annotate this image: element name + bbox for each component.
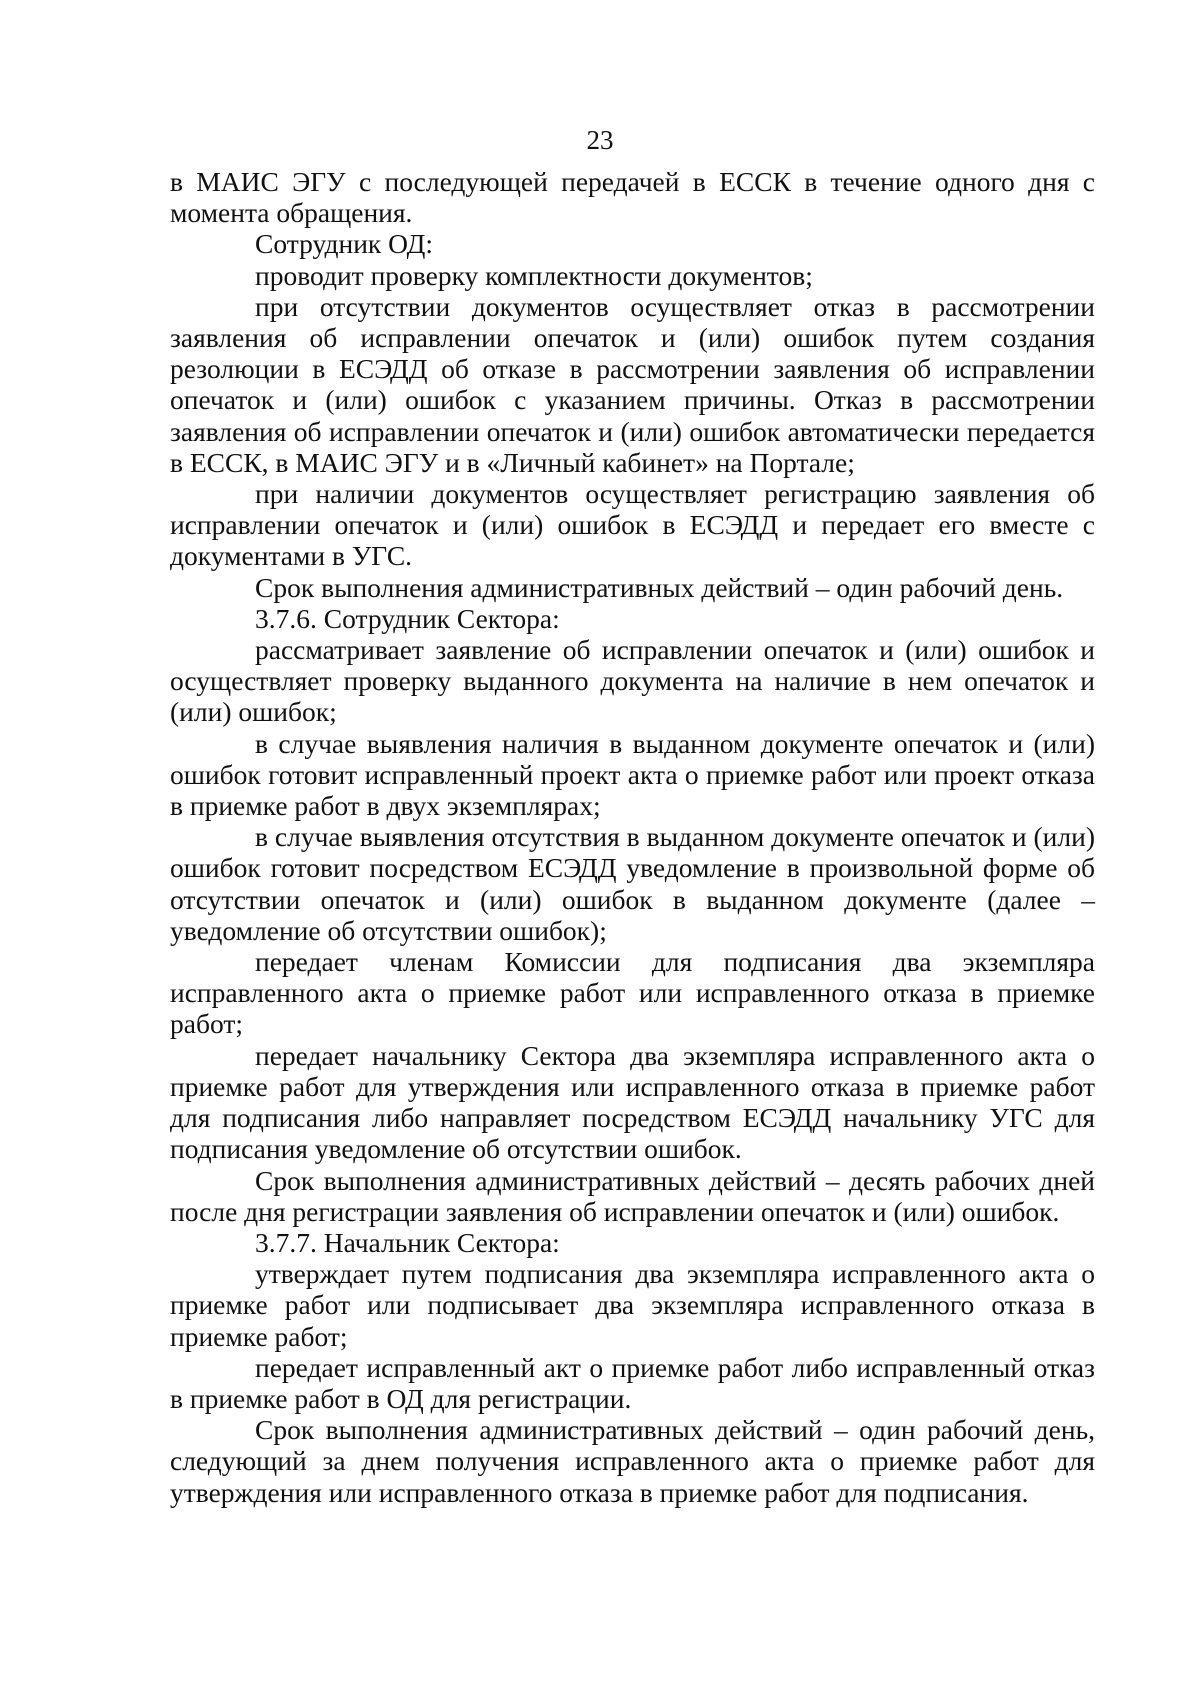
- page-number: 23: [586, 125, 614, 155]
- document-body: [170, 166, 1095, 1508]
- paragraph: передает начальнику Сектора два экземпляра исправленного акта о приемке работ для утверждения или исправленного отказа в приемке работ для подписания либо направляет посредством ЕСЭДД начальнику УГС для подписания уведомление об отсутствии ошибок.: [170, 1039, 1095, 1165]
- paragraph: при отсутствии документов осуществляет отказ в рассмотрении заявления об исправлении опечаток и (или) ошибок путем создания резолюции в ЕСЭДД об отказе в рассмотрении заявления об исправлении опечаток и (или) ошибок с указанием причины. Отказ в рассмотрении заявления об исправлении опечаток и (или) ошибок автоматически передается в ЕССК, в МАИС ЭГУ и в «Личный кабинет» на Портале;: [170, 290, 1095, 478]
- paragraph: передает членам Комиссии для подписания два экземпляра исправленного акта о приемке работ или исправленного отказа в приемке работ;: [170, 946, 1095, 1040]
- paragraph: проводит проверку комплектности документов;: [255, 259, 813, 291]
- paragraph: передает исправленный акт о приемке работ либо исправленный отказ в приемке работ в ОД для регистрации.: [170, 1351, 1095, 1414]
- paragraph: при наличии документов осуществляет регистрацию заявления об исправлении опечаток и (или) ошибок в ЕСЭДД и передает его вместе с документами в УГС.: [170, 478, 1095, 572]
- section-heading: 3.7.6. Сотрудник Сектора:: [255, 602, 560, 634]
- paragraph: в случае выявления отсутствия в выданном документе опечаток и (или) ошибок готовит посредством ЕСЭДД уведомление в произвольной форме об отсутствии опечаток и (или) ошибок в выданном документе (далее – уведомление об отсутствии ошибок);: [170, 821, 1095, 946]
- paragraph: Срок выполнения административных действий – один рабочий день.: [255, 571, 1064, 603]
- paragraph: Срок выполнения административных действий – десять рабочих дней после дня регистрации заявления об исправлении опечаток и (или) ошибок.: [170, 1164, 1095, 1227]
- section-heading: 3.7.7. Начальник Сектора:: [255, 1226, 560, 1258]
- paragraph: в МАИС ЭГУ с последующей передачей в ЕССК в течение одного дня с момента обращения.: [170, 166, 1095, 229]
- paragraph: в случае выявления наличия в выданном документе опечаток и (или) ошибок готовит исправленный проект акта о приемке работ или проект отказа в приемке работ в двух экземплярах;: [170, 727, 1095, 822]
- paragraph: утверждает путем подписания два экземпляра исправленного акта о приемке работ или подписывает два экземпляра исправленного отказа в приемке работ;: [170, 1258, 1095, 1352]
- paragraph: рассматривает заявление об исправлении опечаток и (или) ошибок и осуществляет проверку выданного документа на наличие в нем опечаток и (или) ошибок;: [170, 634, 1095, 728]
- paragraph: Срок выполнения административных действий – один рабочий день, следующий за днем получения исправленного акта о приемке работ для утверждения или исправленного отказа в приемке работ для подписания.: [170, 1414, 1095, 1508]
- paragraph: Сотрудник ОД:: [255, 228, 434, 260]
